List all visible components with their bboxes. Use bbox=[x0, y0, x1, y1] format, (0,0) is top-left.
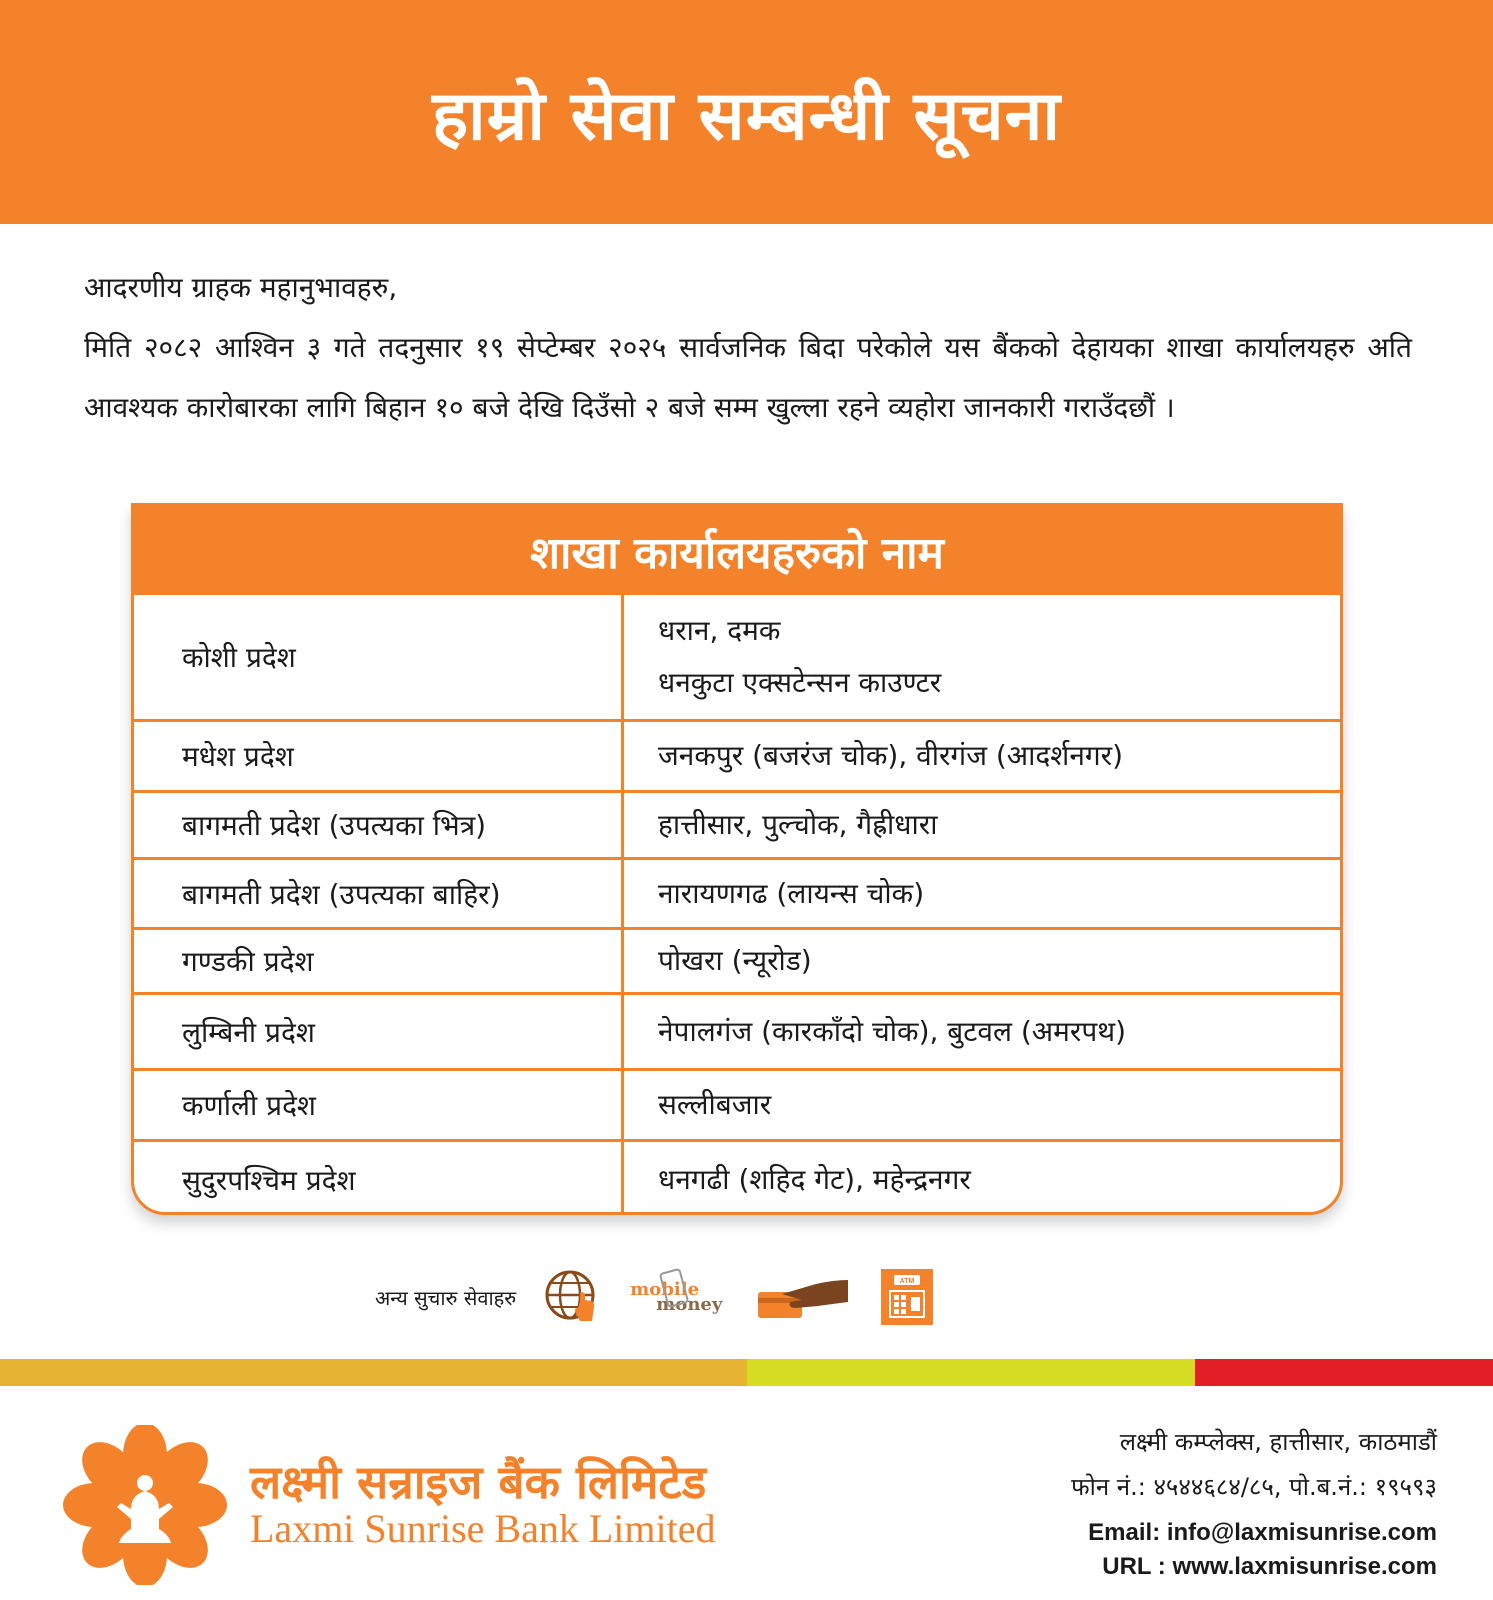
table-row bbox=[134, 927, 1340, 992]
branch-line: धनकुटा एक्सटेन्सन काउण्टर bbox=[658, 666, 942, 699]
branches-cell bbox=[624, 793, 1340, 857]
table-row bbox=[134, 790, 1340, 857]
branches-cell bbox=[624, 995, 1340, 1068]
branch-line: हात्तीसार, पुल्चोक, गैह्रीधारा bbox=[658, 808, 938, 841]
branch-table bbox=[131, 503, 1343, 1215]
table-row bbox=[134, 719, 1340, 790]
branches-cell bbox=[624, 1071, 1340, 1139]
table-row bbox=[134, 857, 1340, 927]
table-row bbox=[134, 1139, 1340, 1215]
stripe-lime bbox=[747, 1359, 1195, 1386]
website-url: URL : www.laxmisunrise.com bbox=[1102, 1553, 1437, 1580]
branches-cell bbox=[624, 860, 1340, 927]
province-cell: बागमती प्रदेश (उपत्यका भित्र) bbox=[134, 793, 624, 857]
email: Email: info@laxmisunrise.com bbox=[1088, 1519, 1437, 1546]
province-cell: लुम्बिनी प्रदेश bbox=[134, 995, 624, 1068]
bank-name-english: Laxmi Sunrise Bank Limited bbox=[250, 1506, 716, 1551]
branch-line: जनकपुर (बजरंज चोक), वीरगंज (आदर्शनगर) bbox=[658, 739, 1123, 772]
branch-line: पोखरा (न्यूरोड) bbox=[658, 944, 812, 977]
branch-table-header bbox=[134, 506, 1340, 595]
branch-line: धरान, दमक bbox=[658, 614, 781, 647]
table-row bbox=[134, 992, 1340, 1068]
province-cell: सुदुरपश्चिम प्रदेश bbox=[134, 1142, 624, 1215]
branch-line: नारायणगढ (लायन्स चोक) bbox=[658, 876, 925, 910]
atm-label: ATM bbox=[900, 1278, 915, 1285]
table-row bbox=[134, 1068, 1340, 1139]
branch-line: सल्लीबजार bbox=[658, 1088, 772, 1121]
stripe-gold bbox=[0, 1359, 747, 1386]
branches-cell bbox=[624, 1142, 1340, 1215]
province-cell: कोशी प्रदेश bbox=[134, 595, 624, 719]
color-stripes bbox=[0, 1359, 1493, 1386]
notice-body: मिति २०८२ आश्विन ३ गते तदनुसार १९ सेप्टेम्बर २०२५ सार्वजनिक बिदा परेकोले यस बैंकको देहायका शाखा कार्यालयहरु अति आवश्यक कारोबारका लागि बिहान १० बजे देखि दिउँसो २ बजे सम्म खुल्ला रहने व्यहोरा जानकारी गराउँदछौं । bbox=[84, 331, 1412, 424]
notice-title: हाम्रो सेवा सम्बन्धी सूचना bbox=[431, 76, 1062, 156]
card-payment-icon bbox=[752, 1272, 850, 1322]
branch-line: धनगढी (शहिद गेट), महेन्द्रनगर bbox=[658, 1163, 971, 1196]
salutation: आदरणीय ग्राहक महानुभावहरु, bbox=[84, 271, 398, 304]
address: लक्ष्मी कम्प्लेक्स, हात्तीसार, काठमाडौं bbox=[1119, 1428, 1437, 1456]
branches-cell bbox=[624, 930, 1340, 992]
other-services bbox=[375, 1262, 964, 1332]
contact-info bbox=[1071, 1420, 1437, 1584]
branch-table-title: शाखा कार्यालयहरुको नाम bbox=[530, 527, 944, 579]
province-cell: मधेश प्रदेश bbox=[134, 722, 624, 790]
mobile-money-icon bbox=[630, 1279, 723, 1315]
internet-banking-icon bbox=[544, 1267, 600, 1327]
services-label: अन्य सुचारु सेवाहरु bbox=[375, 1285, 517, 1310]
atm-icon bbox=[880, 1267, 934, 1327]
branches-cell bbox=[624, 595, 1340, 719]
branch-table-body bbox=[134, 595, 1340, 1215]
bank-name-nepali: लक्ष्मी सन्राइज बैंक लिमिटेड bbox=[250, 1455, 707, 1509]
branch-line: नेपालगंज (कारकाँदो चोक), बुटवल (अमरपथ) bbox=[658, 1014, 1127, 1048]
province-cell: गण्डकी प्रदेश bbox=[134, 930, 624, 992]
stripe-red bbox=[1195, 1359, 1493, 1386]
table-row bbox=[134, 595, 1340, 719]
header-banner bbox=[0, 0, 1493, 224]
bank-logo bbox=[60, 1425, 230, 1589]
mobile-money-line2: money bbox=[656, 1294, 723, 1315]
province-cell: कर्णाली प्रदेश bbox=[134, 1071, 624, 1139]
province-cell: बागमती प्रदेश (उपत्यका बाहिर) bbox=[134, 860, 624, 927]
mobile-money-line1: mobile bbox=[630, 1279, 700, 1300]
intro-text bbox=[84, 258, 1412, 438]
branches-cell bbox=[624, 722, 1340, 790]
phone: फोन नं.: ४५४४६८४/८५, पो.ब.नं.: १९५९३ bbox=[1071, 1473, 1437, 1501]
